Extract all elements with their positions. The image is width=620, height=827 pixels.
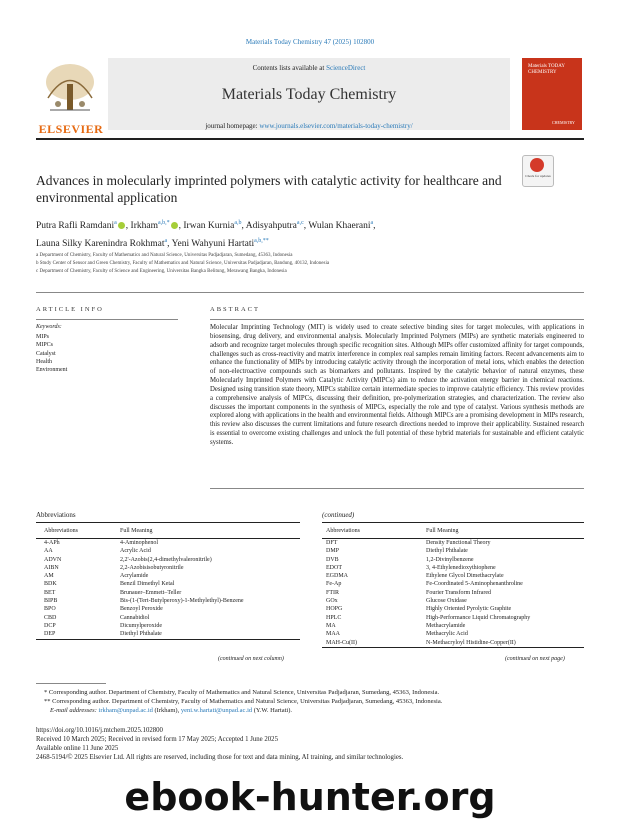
- table-row: [322, 630, 584, 638]
- keywords-label: Keywords:: [36, 324, 62, 330]
- abbreviation-cell: FTIR: [326, 589, 340, 596]
- table-row: [36, 564, 300, 572]
- author-list: [36, 216, 506, 252]
- abbreviation-cell: MAH-Cu(II): [322, 639, 426, 648]
- affiliation-a: a Department of Chemistry, Faculty of Mathematics and Natural Science, Universitas Padjadjaran, Sumedang, 45363, Indonesia: [36, 253, 293, 258]
- table-row: [322, 622, 584, 630]
- abbreviation-cell: MAA: [326, 631, 341, 638]
- meaning-cell: Methacrylamide: [426, 622, 466, 629]
- author-affiliation-marker[interactable]: a: [164, 238, 168, 245]
- keyword: MIPCs: [36, 342, 54, 349]
- article-title: Advances in molecularly imprinted polymers with catalytic activity for healthcare and environmental application: [36, 173, 502, 205]
- author-separator: ,: [241, 221, 246, 232]
- abbreviation-cell: BET: [44, 589, 56, 596]
- abbreviation-cell: BDK: [44, 581, 57, 588]
- author-separator: ,: [167, 239, 172, 250]
- table-row: [322, 614, 584, 622]
- orcid-icon[interactable]: [118, 222, 125, 229]
- table-row: [322, 605, 584, 613]
- table-row: [36, 630, 300, 639]
- abbreviation-cell: DVB: [326, 556, 339, 563]
- abbreviation-cell: BPO: [44, 606, 56, 613]
- table-row: [36, 572, 300, 580]
- meaning-cell: Fe-Coordinated 5-Aminophenanthroline: [426, 581, 523, 588]
- author-affiliation-marker[interactable]: a: [114, 220, 117, 226]
- table-row: [322, 539, 584, 548]
- author-affiliation-marker[interactable]: a,b,*: [157, 220, 170, 226]
- author-name[interactable]: Adisyahputra: [245, 221, 297, 232]
- author-name[interactable]: Launa Silky Karenindra Rokhmat: [36, 239, 165, 250]
- meaning-cell: Brunauer–Emmett–Teller: [120, 589, 182, 596]
- table-row: [322, 597, 584, 605]
- publisher-name: ELSEVIER: [38, 122, 104, 136]
- meaning-cell: Glucose Oxidase: [426, 598, 467, 605]
- homepage-link[interactable]: www.journals.elsevier.com/materials-today-chemistry/: [259, 122, 413, 130]
- cover-label: CHEMISTRY: [552, 120, 575, 125]
- meaning-cell: 1,2-Divinylbenzene: [426, 556, 474, 563]
- affiliation-c: c Department of Chemistry, Faculty of Science and Engineering, Universitas Bangka Belitung, Merawang Bangka, Indonesia: [36, 269, 287, 274]
- table-row: [36, 614, 300, 622]
- table-row: [36, 589, 300, 597]
- author-name[interactable]: Yeni Wahyuni Hartati: [171, 239, 255, 250]
- column-header: Abbreviations: [36, 523, 120, 539]
- meaning-cell: Density Functional Theory: [426, 540, 491, 546]
- elsevier-tree-logo: [40, 58, 100, 118]
- contents-line: Contents lists available at ScienceDirect: [252, 64, 366, 72]
- available-online: Available online 11 June 2025: [36, 745, 119, 752]
- cover-title: Materials TODAY CHEMISTRY: [528, 64, 565, 75]
- abbreviation-cell: AM: [44, 573, 54, 580]
- author-separator: ,: [178, 221, 184, 232]
- doi-link[interactable]: https://doi.org/10.1016/j.mtchem.2025.102800: [36, 727, 163, 734]
- meaning-cell: Cannabidiol: [120, 614, 150, 621]
- table-row: [322, 572, 584, 580]
- keywords-list: [36, 333, 67, 374]
- meaning-cell: Diethyl Phthalate: [120, 630, 300, 639]
- meaning-cell: Acrylic Acid: [120, 548, 151, 555]
- author-name[interactable]: Irwan Kurnia: [183, 221, 235, 232]
- check-updates-icon: [530, 158, 544, 172]
- abbreviations-table-left: [36, 522, 300, 640]
- article-info-rule: [36, 319, 178, 320]
- abbreviation-cell: HOPG: [326, 606, 343, 613]
- meaning-cell: High-Performance Liquid Chromatography: [426, 614, 531, 621]
- table-row: [322, 580, 584, 588]
- table-row: [322, 547, 584, 555]
- table-row: [36, 547, 300, 555]
- abbreviation-cell: HPLC: [326, 614, 342, 621]
- author-affiliation-marker[interactable]: a,b,**: [254, 238, 269, 245]
- article-info-heading: ARTICLE INFO: [36, 306, 104, 313]
- meaning-cell: 2,2'-Azobis(2,4-dimethylvaleronitrile): [120, 556, 212, 563]
- author-separator: ,: [373, 221, 376, 232]
- keyword: Health: [36, 358, 52, 365]
- check-updates-label: Check for updates: [525, 174, 551, 178]
- author-name[interactable]: Irkham: [130, 221, 158, 232]
- author-name[interactable]: Wulan Khaerani: [308, 221, 371, 232]
- abstract-heading: ABSTRACT: [210, 306, 260, 313]
- author-affiliation-marker[interactable]: a,b: [234, 220, 242, 226]
- header-rule: [36, 138, 584, 140]
- meaning-cell: Fourier Transform Infrared: [426, 589, 491, 596]
- watermark-text: ebook-hunter.org: [124, 775, 496, 819]
- email-addresses: E-mail addresses: irkham@unpad.ac.id (Irkham), yeni.w.hartati@unpad.ac.id (Y.W. Hartati).: [50, 707, 293, 714]
- table-row: [322, 639, 584, 648]
- column-header: Full Meaning: [120, 523, 300, 539]
- meaning-cell: Benzil Dimethyl Ketal: [120, 581, 175, 588]
- abbreviation-cell: Fe-Ap: [326, 581, 342, 588]
- meaning-cell: Highly Oriented Pyrolytic Graphite: [426, 606, 512, 613]
- abbreviation-cell: EDOT: [326, 564, 342, 571]
- journal-title: Materials Today Chemistry: [221, 86, 397, 103]
- table-row: [36, 605, 300, 613]
- author-name[interactable]: Putra Rafli Ramdani: [36, 221, 115, 232]
- email-link-irkham[interactable]: irkham@unpad.ac.id: [98, 707, 153, 714]
- meaning-cell: Ethylene Glycol Dimethacrylate: [426, 573, 504, 580]
- received-dates: Received 10 March 2025; Received in revised form 17 May 2025; Accepted 1 June 2025: [36, 736, 278, 743]
- column-header: Abbreviations: [322, 523, 426, 539]
- orcid-icon[interactable]: [171, 222, 178, 229]
- author-separator: ,: [125, 221, 131, 232]
- abbreviations-table-right: [322, 522, 584, 648]
- meaning-cell: 2,2-Azobisisobutyronitrile: [120, 564, 184, 571]
- meaning-cell: 4-Aminophenol: [120, 540, 158, 546]
- abstract-text: Molecular Imprinting Technology (MIT) is widely used to create selective binding sites for target molecules, with applications in biosensing, drug delivery, and environmental analysis. Molecularly Imprinted Polymers (MIPs) are synthetic materials engineered to adsorb and recognize target molecules through specific recognition sites. Although MIPs offer customized affinity for target compounds, challenges such as cross-reactivity and matrix interference in complex real samples remain limiting factors. Recent advancements aim to enhance the functionality of MIPs by introducing catalytic activity through the incorporation of metal ions, which enables the detection of non-electroactive compounds such as biomarkers and pollutants. Inspired by the catalytic behavior of natural enzymes, these Molecularly Imprinted Polymers with Catalytic Activity (MIPCs) aim to reduce the activation energy barrier in chemical reactions. Designed using transition state theory, MIPCs stabilize certain intermediate species to improve catalytic efficiency. This review provides a comprehensive analysis of MIPCs, discussing their definition, pre-polymerization strategies, and characterization. The review also discusses the important components in the synthesis of MIPCs, especially the role and type of catalyst. Various synthesis methods are explored along with applications in the health and environmental fields. Although MIPCs are a promising development in MIPs research, this review also discusses the current limitations and future research directions needed to improve their applicability. Sustained research is essential to overcome existing challenges and unlock the full potential of these hybrid materials for sustainable and efficient catalytic systems.: [210, 324, 584, 446]
- abbreviation-cell: GOx: [326, 598, 338, 605]
- abbreviations-heading: Abbreviations: [36, 511, 76, 519]
- abbreviation-cell: BIPB: [44, 598, 58, 605]
- column-header: Full Meaning: [426, 523, 584, 539]
- table-row: [36, 622, 300, 630]
- table-row: [36, 580, 300, 588]
- abbreviation-cell: AA: [44, 548, 53, 555]
- copyright-notice: 2468-5194/© 2025 Elsevier Ltd. All rights are reserved, including those for text and data mining, AI training, and similar technologies.: [36, 754, 404, 761]
- table-row: [36, 597, 300, 605]
- abbreviation-cell: AIBN: [44, 564, 59, 571]
- corresponding-author-1: * Corresponding author. Department of Chemistry, Faculty of Mathematics and Natural Science, Universitas Padjadjaran, Sumedang, 45363, Indonesia.: [44, 689, 440, 696]
- table-row: [322, 556, 584, 564]
- journal-homepage: journal homepage: www.journals.elsevier.com/materials-today-chemistry/: [205, 122, 413, 130]
- author-affiliation-marker[interactable]: a,c: [296, 220, 304, 226]
- author-separator: ,: [303, 221, 309, 232]
- continued-next-page-note: (continued on next page): [505, 656, 565, 662]
- meaning-cell: Acrylamide: [120, 573, 149, 580]
- keyword: Environment: [36, 367, 68, 374]
- abstract-rule: [210, 319, 584, 320]
- abbreviation-cell: DMP: [326, 548, 340, 555]
- author-affiliation-marker[interactable]: a: [370, 220, 374, 226]
- abbreviation-cell: EGDMA: [326, 573, 348, 580]
- keyword: MIPs: [36, 334, 50, 340]
- table-row: [36, 539, 300, 548]
- abbreviation-cell: MA: [326, 622, 336, 629]
- meaning-cell: Bis-(1-(Tert-Butylperoxy)-1-Methylethyl)-Benzene: [120, 598, 244, 605]
- affiliation-b: b Study Center of Sensor and Green Chemistry, Faculty of Mathematics and Natural Science, Universitas Padjadjaran, Bandung, 40132, Indonesia: [36, 261, 330, 266]
- meaning-cell: 3, 4-Ethylenedioxythiophene: [426, 564, 496, 571]
- abbreviation-cell: DEP: [36, 630, 120, 639]
- table-row: [322, 564, 584, 572]
- keyword: Catalyst: [36, 350, 56, 357]
- meaning-cell: Diethyl Phthalate: [426, 548, 468, 555]
- abbreviation-cell: ADVN: [44, 556, 62, 563]
- section-rule: [36, 292, 584, 293]
- email-link-hartati[interactable]: yeni.w.hartati@unpad.ac.id: [180, 707, 253, 714]
- journal-reference[interactable]: Materials Today Chemistry 47 (2025) 102800: [245, 38, 375, 46]
- continued-next-column-note: (continued on next column): [218, 656, 284, 662]
- meaning-cell: Benzoyl Peroxide: [120, 606, 163, 613]
- abbreviation-cell: CBD: [44, 614, 57, 621]
- abstract-end-rule: [210, 488, 584, 489]
- sciencedirect-link[interactable]: ScienceDirect: [326, 64, 366, 72]
- abbreviation-cell: 4-APh: [44, 540, 60, 546]
- meaning-cell: Methacrylic Acid: [426, 631, 468, 638]
- abbreviation-cell: DFT: [326, 540, 338, 546]
- table-row: [322, 589, 584, 597]
- abbreviation-cell: DCP: [44, 622, 56, 629]
- corresponding-author-2: ** Corresponding author. Department of Chemistry, Faculty of Mathematics and Natural Science, Universitas Padjadjaran, Sumedang, 45363, Indonesia.: [44, 698, 443, 705]
- meaning-cell: N-Methacryloyl Histidine-Copper(II): [426, 639, 584, 648]
- table-row: [36, 556, 300, 564]
- meaning-cell: Dicumylperoxide: [120, 622, 162, 629]
- footnote-rule: [36, 683, 106, 684]
- continued-heading: (continued): [322, 511, 355, 519]
